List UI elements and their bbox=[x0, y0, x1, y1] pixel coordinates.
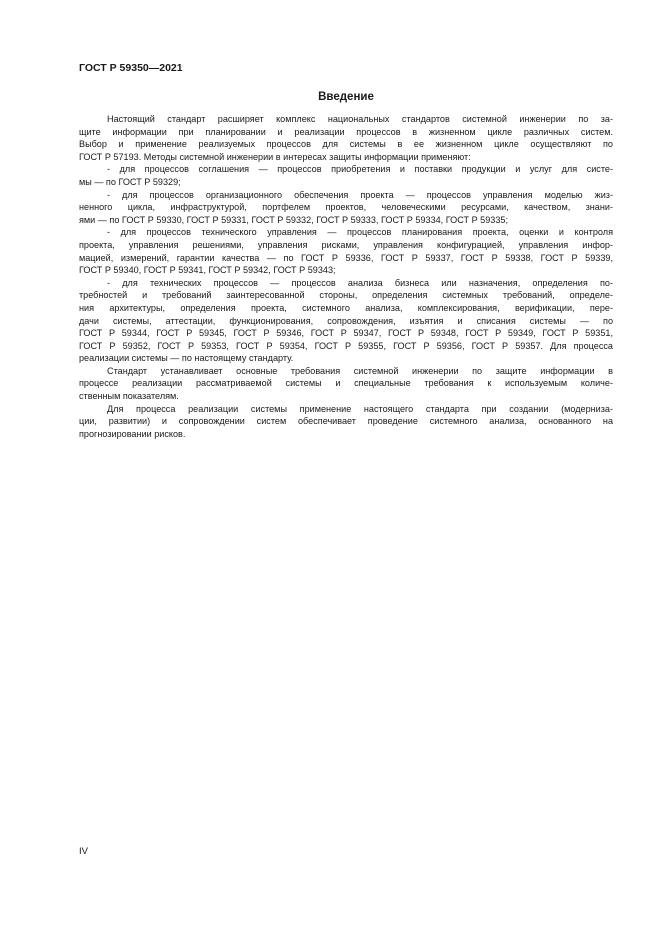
body-text bbox=[79, 113, 613, 440]
text-line: проекта, управления решениями, управления рисками, управления конфигурацией, управления инфор- bbox=[79, 239, 613, 250]
text-line: ции, развитии) и сопровождении систем обеспечивает проведение системного анализа, основанного на bbox=[79, 416, 613, 427]
text-line: процессе реализации рассматриваемой системы и специальные требования к используемым количе- bbox=[79, 378, 613, 389]
text-line: реализации системы — по настоящему стандарту. bbox=[79, 353, 294, 364]
text-line: ями — по ГОСТ Р 59330, ГОСТ Р 59331, ГОСТ Р 59332, ГОСТ Р 59333, ГОСТ Р 59334, ГОСТ Р 59335; bbox=[79, 214, 508, 225]
text-line: прогнозировании рисков. bbox=[79, 428, 186, 439]
text-line: - для процессов организационного обеспечения проекта — процессов управления моделью жиз- bbox=[107, 189, 613, 200]
text-line: ственным показателям. bbox=[79, 391, 179, 402]
text-line: ГОСТ Р 59340, ГОСТ Р 59341, ГОСТ Р 59342, ГОСТ Р 59343; bbox=[79, 265, 336, 276]
text-line: Настоящий стандарт расширяет комплекс национальных стандартов системной инженерии по за- bbox=[107, 114, 613, 124]
text-line: - для технических процессов — процессов анализа бизнеса или назначения, определения по- bbox=[107, 277, 613, 288]
document-header: ГОСТ Р 59350—2021 bbox=[79, 62, 183, 74]
text-line: Выбор и применение реализуемых процессов для системы в ее жизненном цикле осуществляют по bbox=[79, 139, 613, 150]
text-line: Для процесса реализации системы применение настоящего стандарта при создании (модерниза- bbox=[107, 403, 613, 414]
text-line: ГОСТ Р 59352, ГОСТ Р 59353, ГОСТ Р 59354, ГОСТ Р 59355, ГОСТ Р 59356, ГОСТ Р 59357. Для процесса bbox=[79, 340, 613, 351]
text-line: мы — по ГОСТ Р 59329; bbox=[79, 176, 181, 187]
section-title: Введение bbox=[318, 91, 374, 103]
text-line: ненного цикла, инфраструктурой, портфелем проектов, человеческими ресурсами, качеством, знани- bbox=[79, 202, 613, 213]
text-line: - для процессов технического управления — процессов планирования проекта, оценки и контроля bbox=[107, 227, 613, 238]
text-line: ния архитектуры, определения проекта, системного анализа, комплексирования, верификации, пере- bbox=[79, 302, 613, 313]
text-line: ГОСТ Р 59344, ГОСТ Р 59345, ГОСТ Р 59346, ГОСТ Р 59347, ГОСТ Р 59348, ГОСТ Р 59349, ГОСТ Р 59351, bbox=[79, 328, 613, 339]
text-line: ГОСТ Р 57193. Методы системной инженерии в интересах защиты информации применяют: bbox=[79, 151, 471, 162]
text-line: дачи системы, аттестации, функционирования, сопровождения, изъятия и списания системы — по bbox=[79, 315, 613, 326]
text-line: требностей и требований заинтересованной стороны, определения системных требований, определе- bbox=[79, 290, 613, 301]
text-line: мацией, измерений, гарантии качества — по ГОСТ Р 59336, ГОСТ Р 59337, ГОСТ Р 59338, ГОСТ Р 59339, bbox=[79, 252, 613, 263]
text-line: - для процессов соглашения — процессов приобретения и поставки продукции и услуг для систе- bbox=[107, 164, 613, 175]
text-line: Стандарт устанавливает основные требования системной инженерии по защите информации в bbox=[107, 365, 613, 376]
text-line: щите информации при планировании и реализации процессов в жизненном цикле различных систем. bbox=[79, 126, 613, 137]
page-number: IV bbox=[79, 846, 88, 857]
